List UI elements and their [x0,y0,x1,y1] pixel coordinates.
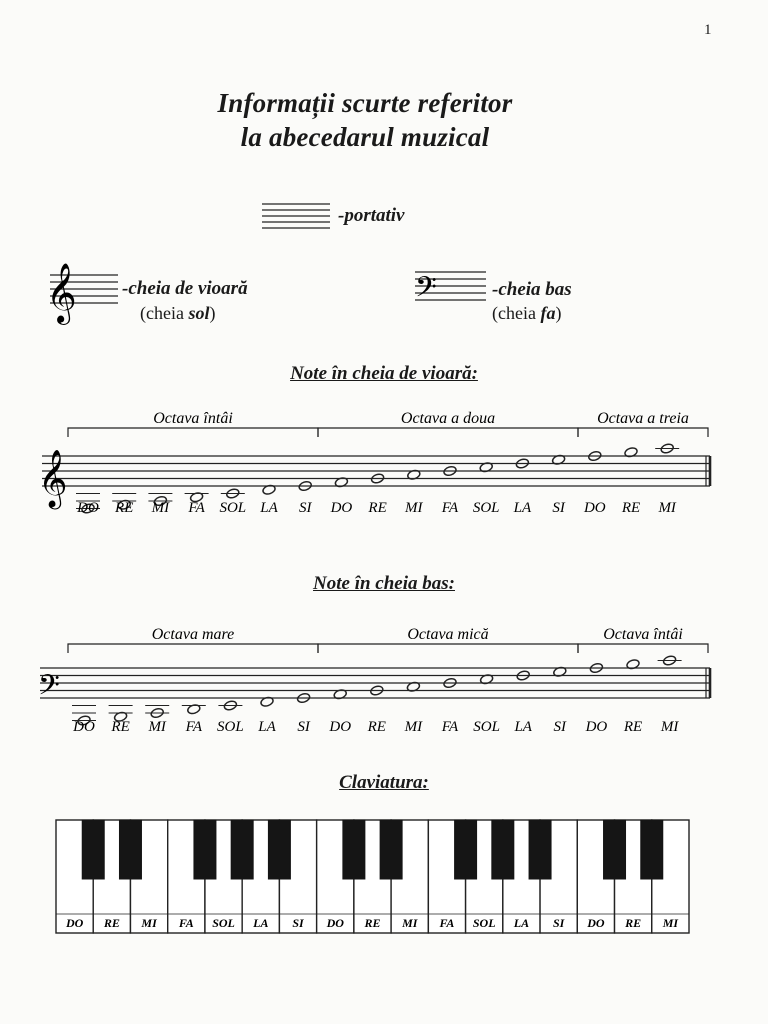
black-key[interactable] [380,820,402,879]
note-name: MI [660,719,679,735]
note-name: RE [111,719,130,735]
white-key-label: RE [625,916,642,930]
note-name: SI [553,719,567,735]
note-name: DO [77,500,99,516]
keyboard-heading: Claviatura: [339,772,429,793]
bass-clef-icon: 𝄢 [415,271,437,311]
bass-section-heading: Note în cheia bas: [313,573,455,594]
note-name: LA [513,500,532,516]
note-name: MI [404,719,423,735]
note-name: MI [148,719,166,735]
black-key[interactable] [604,820,626,879]
white-key-label: DO [65,916,84,930]
white-key-label: SOL [472,916,496,930]
octave-label: Octava a treia [597,410,689,427]
note-name: RE [367,719,386,735]
note-name: RE [368,500,387,516]
note-name: LA [258,719,276,735]
portativ-label: -portativ [338,205,405,226]
bass-clef-label: -cheia bas [492,279,572,300]
white-key-label: FA [178,916,194,930]
white-key-label: MI [662,916,679,930]
white-key-label: MI [402,916,418,930]
note-name: MI [405,500,423,516]
white-key-label: DO [587,916,605,930]
octave-label: Octava întâi [153,410,233,427]
note-name: RE [623,719,643,735]
note-name: FA [441,500,459,516]
title-line-2: la abecedarul muzical [240,122,490,152]
note-name: SI [297,719,310,735]
black-key[interactable] [529,820,551,879]
note-name: SOL [473,719,500,735]
note-name: FA [185,719,203,735]
treble-clef-sublabel: (cheia sol) [140,303,216,323]
page-number: 1 [704,22,712,38]
note-name: RE [115,500,134,516]
black-key[interactable] [82,820,104,879]
note-name: SOL [472,500,500,516]
bass-clef-icon: 𝄢 [38,669,60,709]
black-key[interactable] [343,820,365,879]
note-name: DO [329,719,352,735]
note-name: MI [151,500,170,516]
white-key-label: RE [103,916,120,930]
note-name: SI [552,500,565,516]
black-key[interactable] [194,820,216,879]
white-key-label: DO [326,916,344,930]
white-key-label: SI [292,916,304,930]
title-line-1: Informații scurte referitor [217,88,513,118]
note-name: DO [583,500,606,516]
note-name: SOL [219,500,247,516]
note-name: RE [621,500,641,516]
note-name: DO [73,719,95,735]
octave-label: Octava întâi [603,626,683,643]
octave-label: Octava mică [407,626,489,643]
note-name: FA [441,719,459,735]
white-key-label: SOL [212,916,235,930]
white-key-label: MI [141,916,157,930]
note-name: DO [330,500,353,516]
white-key-label: SI [553,916,565,930]
black-key[interactable] [641,820,663,879]
treble-section-heading: Note în cheia de vioară: [290,363,478,384]
black-key[interactable] [268,820,290,879]
white-key-label: LA [513,916,530,930]
note-name: MI [658,500,676,516]
black-key[interactable] [455,820,477,879]
treble-clef-icon: 𝄞 [46,263,77,323]
note-name: FA [188,500,205,516]
note-name: SOL [217,719,244,735]
note-name: LA [514,719,532,735]
black-key[interactable] [119,820,141,879]
white-key-label: LA [253,916,269,930]
octave-label: Octava mare [151,626,235,643]
note-name: LA [260,500,278,516]
bass-clef-sublabel: (cheia fa) [492,303,562,323]
octave-label: Octava a doua [400,410,496,427]
note-name: DO [585,719,608,735]
black-key[interactable] [231,820,253,879]
note-name: SI [298,500,312,516]
treble-clef-icon: 𝄞 [38,449,68,507]
white-key-label: RE [364,916,381,930]
white-key-label: FA [439,916,455,930]
treble-clef-label: -cheia de vioară [122,278,248,299]
black-key[interactable] [492,820,514,879]
